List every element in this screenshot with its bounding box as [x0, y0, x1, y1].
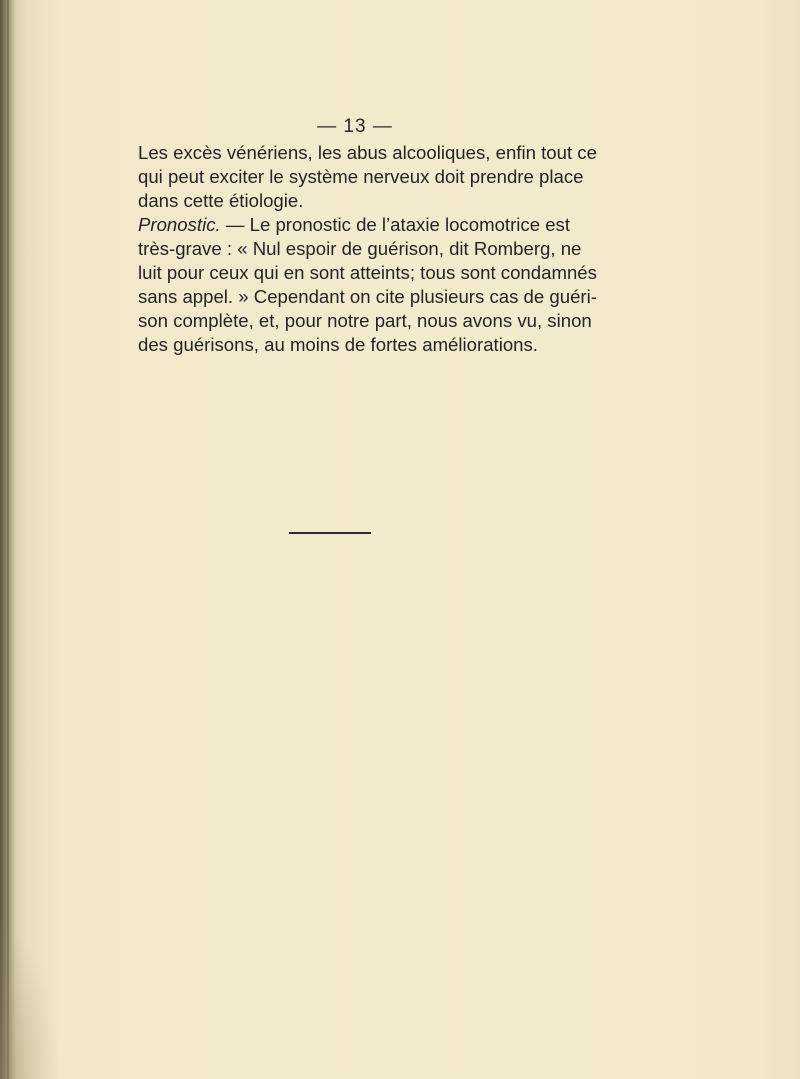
text-line	[138, 213, 571, 237]
page-number: — 13 —	[317, 116, 393, 137]
body-text	[138, 141, 597, 357]
text-line: Les excès vénériens, les abus alcooliques, enfin tout ce	[138, 142, 597, 163]
text-line: luit pour ceux qui en sont atteints; tous sont condamnés	[138, 262, 597, 283]
text-line: très-grave : « Nul espoir de guérison, dit Romberg, ne	[138, 238, 582, 259]
text-segment: — Le pronostic de l’ataxie locomotrice est	[220, 214, 571, 235]
paragraph-etiology	[138, 141, 597, 213]
paper-stain	[0, 919, 60, 1079]
binding-edge	[7, 0, 9, 1079]
section-heading: Pronostic.	[138, 214, 221, 235]
text-line: dans cette étiologie.	[138, 190, 304, 211]
paragraph-pronostic	[138, 213, 597, 357]
text-line: son complète, et, pour notre part, nous avons vu, sinon	[138, 310, 592, 331]
text-line: des guérisons, au moins de fortes améliorations.	[138, 334, 538, 355]
section-divider	[289, 532, 371, 534]
text-line: qui peut exciter le système nerveux doit prendre place	[138, 166, 584, 187]
text-line: sans appel. » Cependant on cite plusieurs cas de guéri-	[138, 286, 597, 307]
